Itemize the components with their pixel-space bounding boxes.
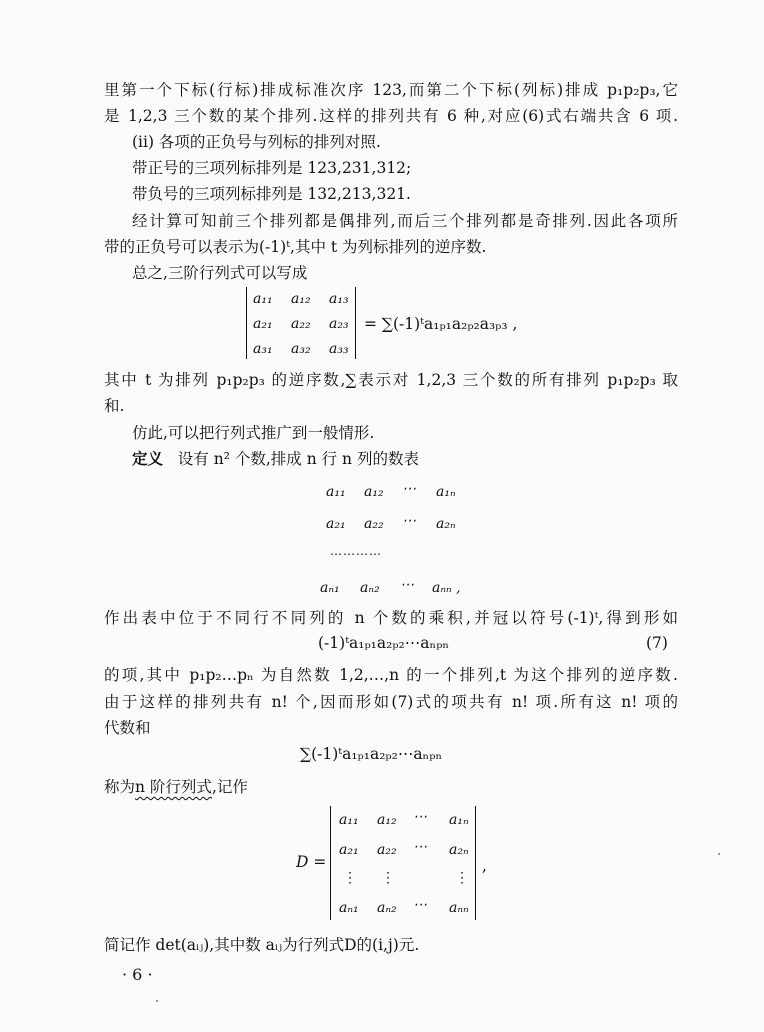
detD-cell: a₂₂ xyxy=(377,842,397,858)
text-line-17 xyxy=(104,777,248,797)
det3-cell: a₁₁ xyxy=(253,291,273,307)
term-prefix: 称为 xyxy=(104,778,136,796)
table-cell: a₁ₙ xyxy=(436,484,456,500)
table-cell: a₂₁ xyxy=(326,516,346,532)
text-line-18: 简记作 det(aᵢⱼ),其中数 aᵢⱼ为行列式D的(i,j)元. xyxy=(104,936,420,954)
text-line-16: 代数和 xyxy=(104,719,151,737)
detD-cell: aₙₙ xyxy=(449,900,469,916)
text-line-4: 带正号的三项列标排列是 123,231,312; xyxy=(132,159,412,177)
det3-cell: a₁₃ xyxy=(329,291,349,307)
table-cell: aₙₙ , xyxy=(432,580,461,596)
page-number: · 6 · xyxy=(122,965,153,984)
text-line-2: 是 1,2,3 三个数的某个排列.这样的排列共有 6 种,对应(6)式右端共含 6 项. xyxy=(104,107,678,125)
det3-cell: a₃₃ xyxy=(329,341,349,357)
detD-cell: a₁ₙ xyxy=(449,812,469,828)
term-suffix: ,记作 xyxy=(211,778,248,796)
equation-7: (-1)ᵗa₁ₚ₁a₂ₚ₂⋯aₙₚₙ xyxy=(318,634,450,652)
scan-speck xyxy=(156,1000,158,1002)
text-line-13: 作出表中位于不同行不同列的 n 个数的乘积,并冠以符号(-1)ᵗ,得到形如 xyxy=(104,609,678,627)
det3-cell: a₂₃ xyxy=(329,316,349,332)
detD-cell: a₂ₙ xyxy=(449,842,469,858)
text-line-8: 总之,三阶行列式可以写成 xyxy=(132,264,308,282)
detD-cell: aₙ₁ xyxy=(339,900,359,916)
detD-cell: ⋯ xyxy=(413,897,427,913)
text-line-5: 带负号的三项列标排列是 132,213,321. xyxy=(132,185,411,203)
sum-expression: ∑(-1)ᵗa₁ₚ₁a₂ₚ₂⋯aₙₚₙ xyxy=(300,745,443,763)
table-cell: ⋯ xyxy=(402,481,416,497)
determinant-D xyxy=(330,806,476,920)
det3-cell: a₃₂ xyxy=(291,341,311,357)
det-D-label: D = xyxy=(296,853,327,871)
definition-label: 定义 xyxy=(132,449,164,468)
det3-expansion: = ∑(-1)ᵗa₁ₚ₁a₂ₚ₂a₃ₚ₃ , xyxy=(364,315,518,333)
table-cell: a₁₂ xyxy=(364,484,384,500)
term-n-order-determinant: n 阶行列式 xyxy=(135,778,212,796)
definition-line xyxy=(132,449,419,469)
detD-cell: a₂₁ xyxy=(339,842,359,858)
detD-cell: ⋮ xyxy=(381,870,395,886)
text-line-3: (ii) 各项的正负号与列标的排列对照. xyxy=(132,133,381,151)
table-cell: a₂ₙ xyxy=(436,516,456,532)
text-line-14: 的项,其中 p₁p₂…pₙ 为自然数 1,2,…,n 的一个排列,t 为这个排列的逆序数. xyxy=(104,666,678,684)
det-D-trailing-comma: , xyxy=(482,857,487,875)
scan-speck xyxy=(718,853,720,855)
table-cell: ⋯ xyxy=(402,513,416,529)
table-cell: aₙ₂ xyxy=(360,580,380,596)
detD-cell: ⋯ xyxy=(413,839,427,855)
table-cell: ⋯ xyxy=(400,577,414,593)
table-dots: ………… xyxy=(330,544,382,558)
detD-cell: ⋯ xyxy=(413,809,427,825)
text-line-9: 其中 t 为排列 p₁p₂p₃ 的逆序数,∑表示对 1,2,3 三个数的所有排列 p₁p₂p₃ 取 xyxy=(104,371,678,389)
table-cell: a₁₁ xyxy=(326,484,346,500)
detD-cell: ⋮ xyxy=(343,870,357,886)
equation-number: (7) xyxy=(646,634,668,652)
text-line-15: 由于这样的排列共有 n! 个,因而形如(7)式的项共有 n! 项.所有这 n! 项的 xyxy=(104,693,678,711)
det3-cell: a₃₁ xyxy=(253,341,273,357)
text-line-7: 带的正负号可以表示为(-1)ᵗ,其中 t 为列标排列的逆序数. xyxy=(104,238,487,256)
text-line-10: 和. xyxy=(104,397,125,415)
detD-cell: a₁₁ xyxy=(339,812,359,828)
text-line-11: 仿此,可以把行列式推广到一般情形. xyxy=(132,424,375,442)
table-cell: aₙ₁ xyxy=(320,580,340,596)
determinant-3x3 xyxy=(246,287,356,359)
definition-text: 设有 n² 个数,排成 n 行 n 列的数表 xyxy=(177,450,419,468)
detD-cell: a₁₂ xyxy=(377,812,397,828)
text-line-1: 里第一个下标(行标)排成标准次序 123,而第二个下标(列标)排成 p₁p₂p₃,它 xyxy=(104,81,678,99)
det3-cell: a₂₁ xyxy=(253,316,273,332)
table-cell: a₂₂ xyxy=(364,516,384,532)
det3-cell: a₂₂ xyxy=(291,316,311,332)
text-line-6: 经计算可知前三个排列都是偶排列,而后三个排列都是奇排列.因此各项所 xyxy=(132,212,678,230)
det3-cell: a₁₂ xyxy=(291,291,311,307)
detD-cell: ⋮ xyxy=(455,870,469,886)
detD-cell: aₙ₂ xyxy=(377,900,397,916)
